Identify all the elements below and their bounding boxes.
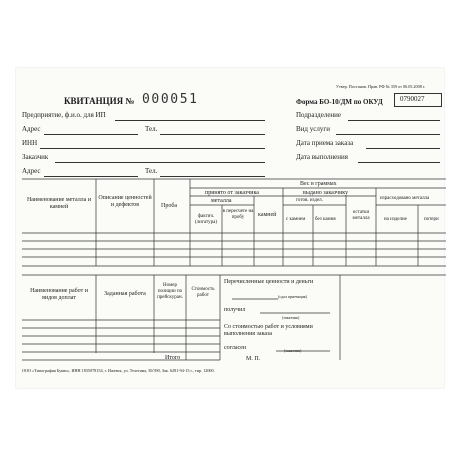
listed-valuables: Перечисленные ценности и деньги <box>224 279 314 285</box>
col-stones: камней <box>258 212 277 218</box>
company-label: Предприятие, ф.и.о. для ИП <box>22 111 106 119</box>
col-work-name: Наименование работ и видов доплат <box>30 288 88 301</box>
completion-date-label: Дата выполнения <box>296 153 348 161</box>
used-metal-group: израсходовано металла <box>380 196 430 201</box>
received-label: получил <box>224 307 246 313</box>
receipt-title: КВИТАНЦИЯ № <box>64 96 135 106</box>
issued-group: выдано заказчику <box>303 190 349 196</box>
printer-footer: ООО «Типография Букво», ИНН 1835078154, г. Ижевск, ул. Телегина, 30/390, Зак. 6281-94-15 г., тир. 12000. <box>22 368 215 373</box>
received-group: принято от заказчика <box>205 190 259 196</box>
form-label: Форма БО-10/ДМ по ОКУД <box>296 98 383 106</box>
inn-label: ИНН <box>22 139 38 147</box>
agreed-label: согласен <box>224 345 247 351</box>
col-with-stone: с камнем <box>286 217 306 222</box>
col-recalc: в пересчете на пробу <box>222 209 254 220</box>
col-cost: Стоимость работ <box>191 287 215 298</box>
order-date-label: Дата приема заказа <box>296 139 354 147</box>
sign-customer1: (заказчик) <box>282 315 300 320</box>
total-label: Итого <box>165 355 181 361</box>
col-losses: потери <box>424 217 439 222</box>
col-name: Наименование металла и камней <box>26 197 92 210</box>
col-in-item: на изделие <box>384 217 407 222</box>
sign-handed: (сдал приемщик) <box>278 294 308 299</box>
stamp-label: М. П. <box>246 356 261 362</box>
approval-note: Утвер. Постанов. Прав. РФ № 359 от 06.05.2008 г. <box>336 84 426 89</box>
col-assay: Проба <box>161 203 178 209</box>
col-metal-residue: остатки металла <box>352 210 370 221</box>
okud-code: 0790027 <box>400 95 425 103</box>
address2-label: Адрес <box>22 167 41 175</box>
col-price-num: Номер позиции по прейскуран. <box>157 283 183 300</box>
metal-sub: металла <box>211 198 232 204</box>
customer-label: Заказчик <box>22 153 49 161</box>
weight-group: Вес в граммах <box>300 181 337 187</box>
service-type-label: Вид услуги <box>296 125 330 133</box>
col-without-stone: без камня <box>315 217 336 222</box>
phone2-label: Тел. <box>145 167 158 175</box>
sign-customer2: (заказчик) <box>284 348 302 353</box>
finished-group: готов. издел. <box>296 198 323 203</box>
col-actual: фактич. (лигатура) <box>195 214 217 225</box>
receipt-number: 000051 <box>142 92 199 107</box>
col-description: Описание ценностей и дефектов <box>98 195 152 208</box>
agreement-text: Со стоимостью работ и условиями выполнения заказа <box>224 324 313 337</box>
phone-label: Тел. <box>145 125 158 133</box>
department-label: Подразделение <box>296 111 342 119</box>
col-task: Заданная работа <box>104 291 146 297</box>
address-label: Адрес <box>22 125 41 133</box>
